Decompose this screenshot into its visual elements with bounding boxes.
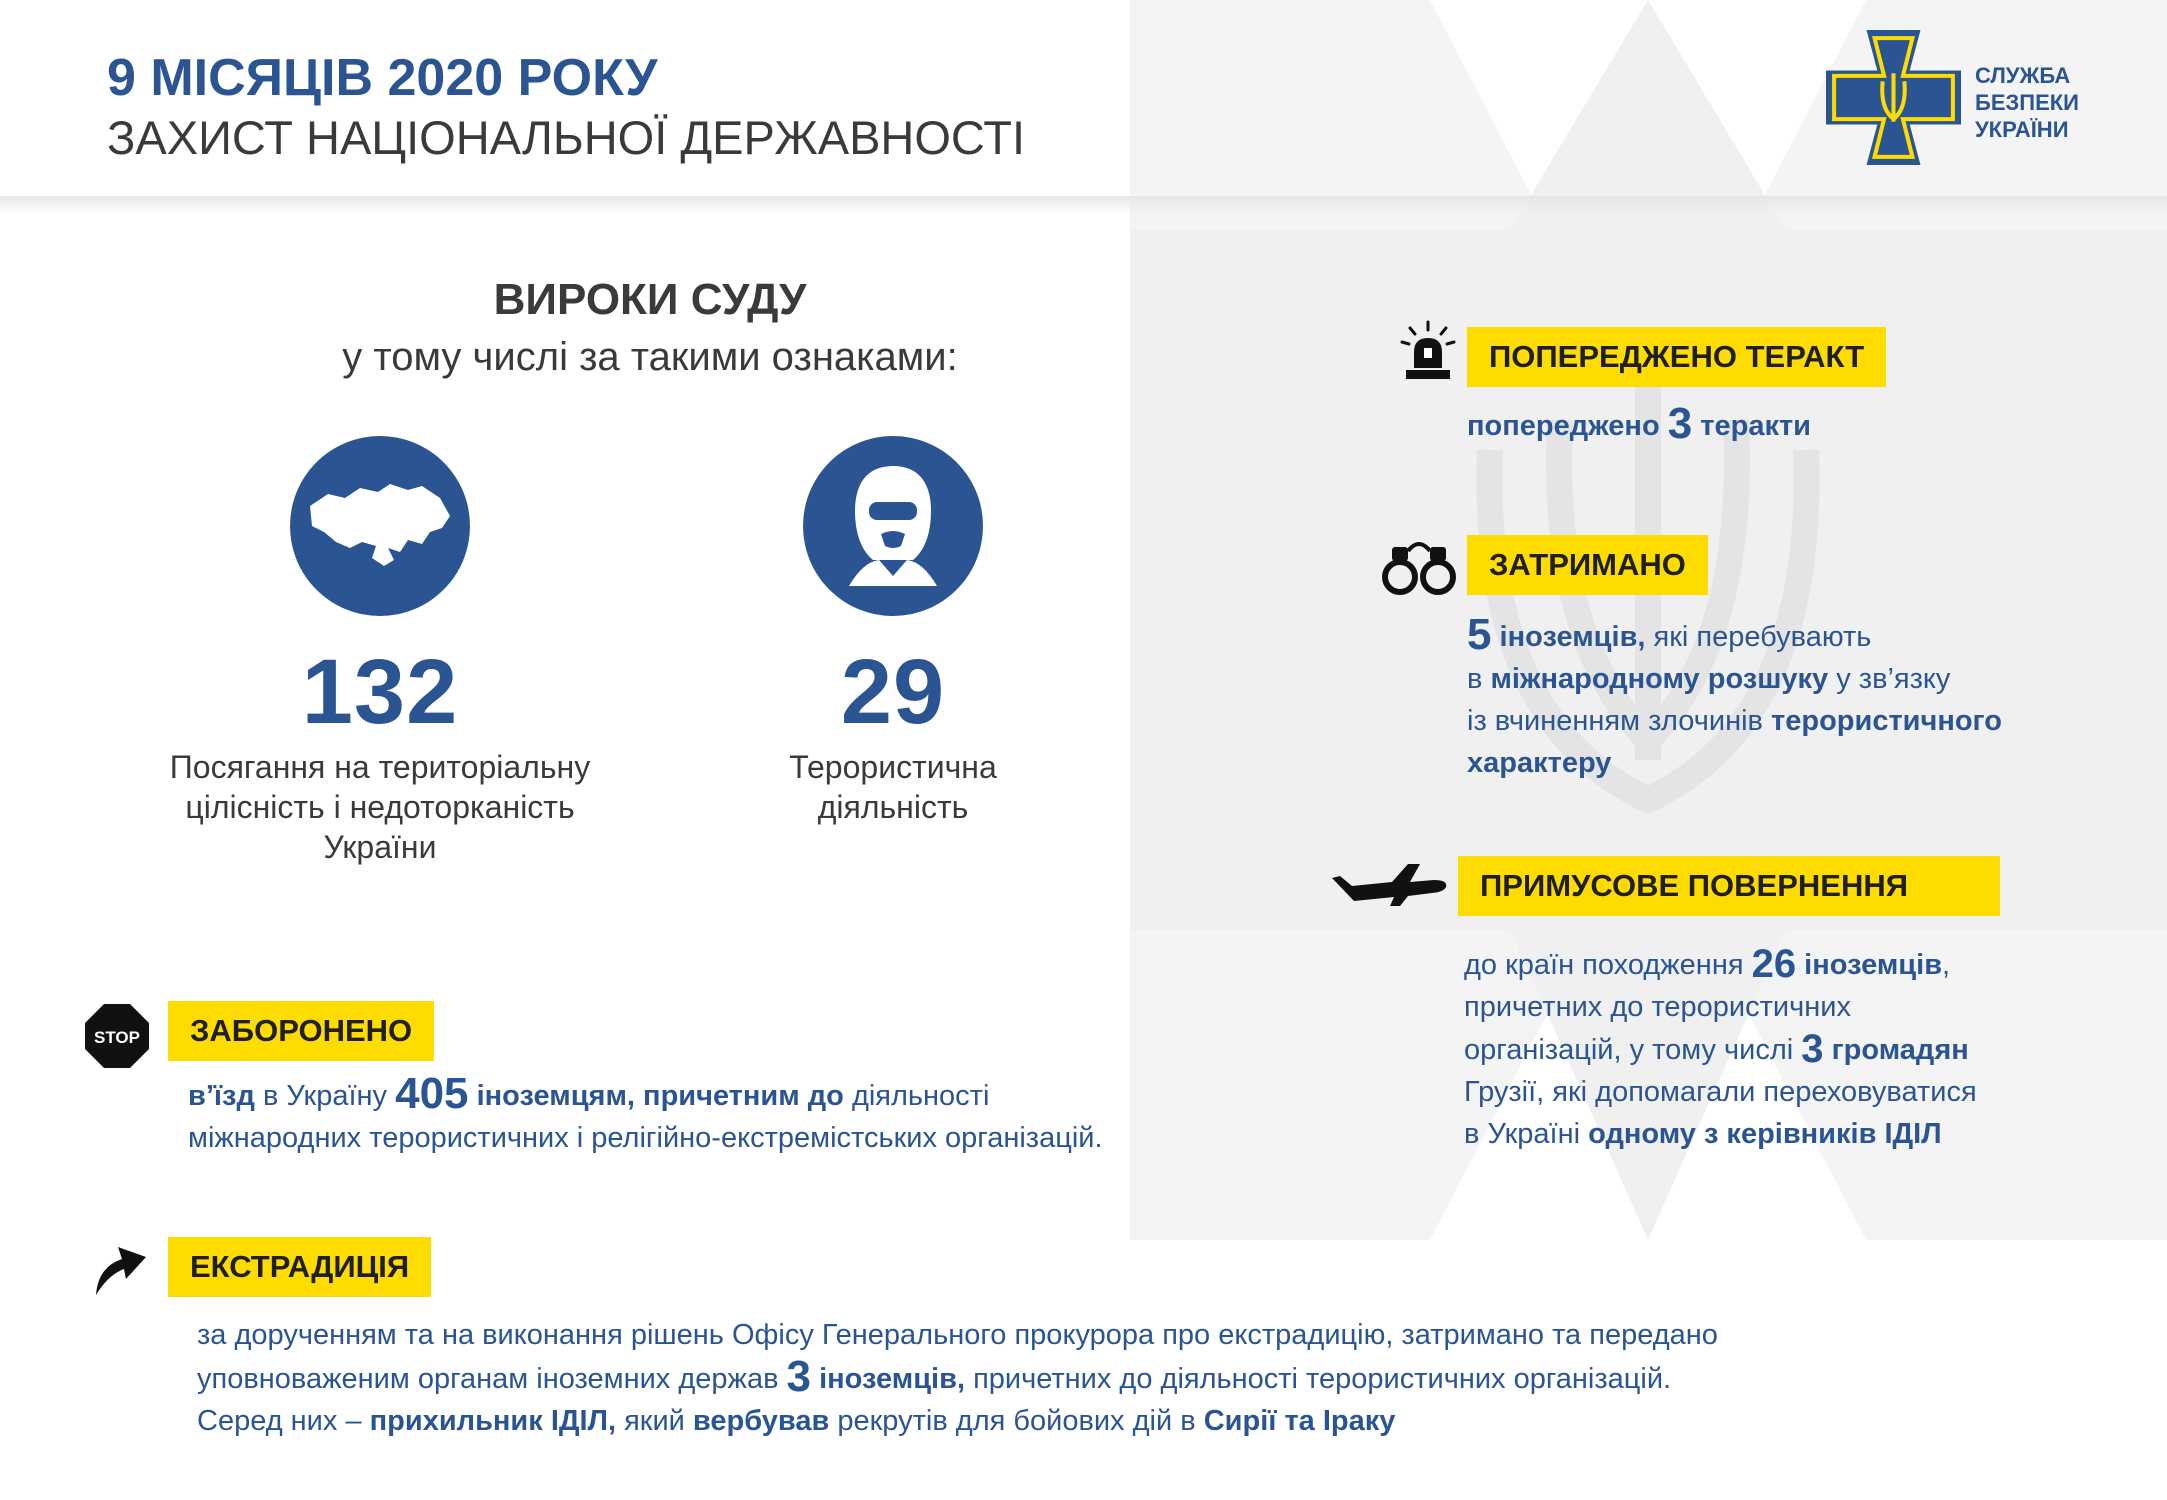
prevented-number: 3 bbox=[1667, 399, 1693, 448]
logo-line: БЕЗПЕКИ bbox=[1975, 90, 2079, 115]
prevented-pre: попереджено bbox=[1467, 410, 1660, 442]
siren-icon bbox=[1400, 320, 1456, 382]
detained-text-part: у зв’язку bbox=[1836, 663, 1951, 695]
logo-line: СЛУЖБА bbox=[1975, 63, 2071, 88]
stop-sign-icon bbox=[84, 1003, 150, 1069]
extradition-text-part: уповноваженим органам іноземних держав bbox=[197, 1363, 779, 1395]
extradition-text-part: причетних до діяльності терористичних організацій. bbox=[973, 1363, 1672, 1395]
detained-line-1 bbox=[1467, 610, 2002, 659]
prevented-title: ПОПЕРЕДЖЕНО ТЕРАКТ bbox=[1467, 327, 1886, 387]
extradition-text-part: рекрутів для бойових дій в bbox=[837, 1405, 1196, 1437]
extradition-text-part: який bbox=[624, 1405, 685, 1437]
handcuffs-icon bbox=[1380, 533, 1458, 599]
detained-line-3 bbox=[1467, 700, 2002, 742]
territory-caption bbox=[100, 747, 660, 867]
airplane-icon bbox=[1330, 860, 1450, 908]
stop-sign-text: STOP bbox=[94, 1028, 140, 1047]
extradition-text bbox=[197, 1314, 1718, 1442]
detained-text-part: із вчиненням злочинів bbox=[1467, 705, 1763, 737]
sentences-subtitle: у тому числі за такими ознаками: bbox=[342, 335, 958, 379]
detained-rest: які перебувають bbox=[1653, 621, 1872, 653]
returned-line-4: Грузії, які допомагали переховуватися bbox=[1464, 1076, 1977, 1108]
returned-bold: іноземців bbox=[1804, 949, 1943, 981]
returned-line-1 bbox=[1464, 943, 1977, 986]
detained-bold: характеру bbox=[1467, 747, 1612, 779]
detained-bold: міжнародному розшуку bbox=[1490, 663, 1829, 695]
banned-number: 405 bbox=[395, 1069, 469, 1118]
banned-bold: іноземцям, причетним до bbox=[476, 1080, 844, 1112]
ukraine-map-icon bbox=[290, 436, 470, 616]
extradition-line-2 bbox=[197, 1352, 1718, 1401]
returned-bold: громадян bbox=[1831, 1034, 1969, 1066]
returned-text-part: в Україні bbox=[1464, 1118, 1581, 1150]
banned-line-1 bbox=[188, 1069, 1103, 1118]
page-title: 9 МІСЯЦІВ 2020 РОКУ bbox=[107, 49, 658, 107]
returned-bold: одному з керівників ІДІЛ bbox=[1588, 1118, 1942, 1150]
returned-text bbox=[1464, 943, 1977, 1155]
extradition-line-3 bbox=[197, 1400, 1718, 1442]
extradition-bold: Сирії та Іраку bbox=[1203, 1405, 1396, 1437]
terrorism-circle bbox=[803, 436, 983, 616]
extradition-bold: вербував bbox=[692, 1405, 830, 1437]
banned-text-part: в Україну bbox=[262, 1080, 388, 1112]
returned-line-2: причетних до терористичних bbox=[1464, 991, 1851, 1023]
extradition-number: 3 bbox=[786, 1352, 812, 1401]
balaclava-icon bbox=[803, 436, 983, 616]
extradition-title: ЕКСТРАДИЦІЯ bbox=[168, 1237, 431, 1297]
prevented-post: теракти bbox=[1700, 410, 1811, 442]
logo-text bbox=[1975, 62, 2079, 143]
returned-line-3 bbox=[1464, 1028, 1977, 1071]
returned-text-part: , bbox=[1942, 949, 1951, 981]
caption-line: діяльність bbox=[817, 789, 969, 825]
banned-bold: в’їзд bbox=[188, 1080, 255, 1112]
returned-line-5 bbox=[1464, 1113, 1977, 1155]
extradition-text-part: Серед них – bbox=[197, 1405, 362, 1437]
banned-title: ЗАБОРОНЕНО bbox=[168, 1001, 434, 1061]
banned-text-part: діяльності bbox=[851, 1080, 990, 1112]
detained-title: ЗАТРИМАНО bbox=[1467, 535, 1708, 595]
detained-text-part: в bbox=[1467, 663, 1483, 695]
extradition-line-1: за дорученням та на виконання рішень Офісу Генерального прокурора про екстрадицію, затримано та передано bbox=[197, 1319, 1718, 1351]
terrorism-number: 29 bbox=[840, 641, 946, 743]
detained-text bbox=[1467, 610, 2002, 784]
detained-bold: іноземців, bbox=[1499, 621, 1646, 653]
detained-line-2 bbox=[1467, 658, 2002, 700]
returned-title: ПРИМУСОВЕ ПОВЕРНЕННЯ bbox=[1458, 856, 2000, 916]
caption-line: Посягання на територіальну bbox=[169, 749, 591, 785]
prevented-text bbox=[1467, 399, 1811, 448]
logo-line: УКРАЇНИ bbox=[1975, 117, 2069, 142]
banned-text bbox=[188, 1069, 1103, 1159]
sentences-title: ВИРОКИ СУДУ bbox=[493, 275, 807, 324]
detained-number: 5 bbox=[1467, 610, 1492, 659]
page-subtitle: ЗАХИСТ НАЦІОНАЛЬНОЇ ДЕРЖАВНОСТІ bbox=[107, 111, 1026, 164]
banned-line-2: міжнародних терористичних і релігійно-екстремістських організацій. bbox=[188, 1122, 1103, 1154]
caption-line: Терористична bbox=[789, 749, 997, 785]
returned-text-part: організацій, у тому числі bbox=[1464, 1034, 1794, 1066]
extradition-bold: іноземців, bbox=[819, 1363, 965, 1395]
caption-line: цілісність і недоторканість bbox=[185, 789, 575, 825]
terrorism-caption bbox=[713, 747, 1073, 827]
extradition-bold: прихильник ІДІЛ, bbox=[369, 1405, 616, 1437]
curved-arrow-icon bbox=[92, 1237, 148, 1297]
detained-bold: терористичного bbox=[1771, 705, 2002, 737]
caption-line: України bbox=[323, 829, 437, 865]
returned-number-1: 26 bbox=[1751, 942, 1797, 986]
returned-text-part: до країн походження bbox=[1464, 949, 1744, 981]
territory-number: 132 bbox=[301, 641, 459, 743]
detained-line-4 bbox=[1467, 742, 2002, 784]
header-divider bbox=[0, 196, 2167, 214]
returned-number-2: 3 bbox=[1801, 1027, 1824, 1071]
territory-circle bbox=[290, 436, 470, 616]
ssu-emblem-icon bbox=[1826, 30, 1961, 165]
